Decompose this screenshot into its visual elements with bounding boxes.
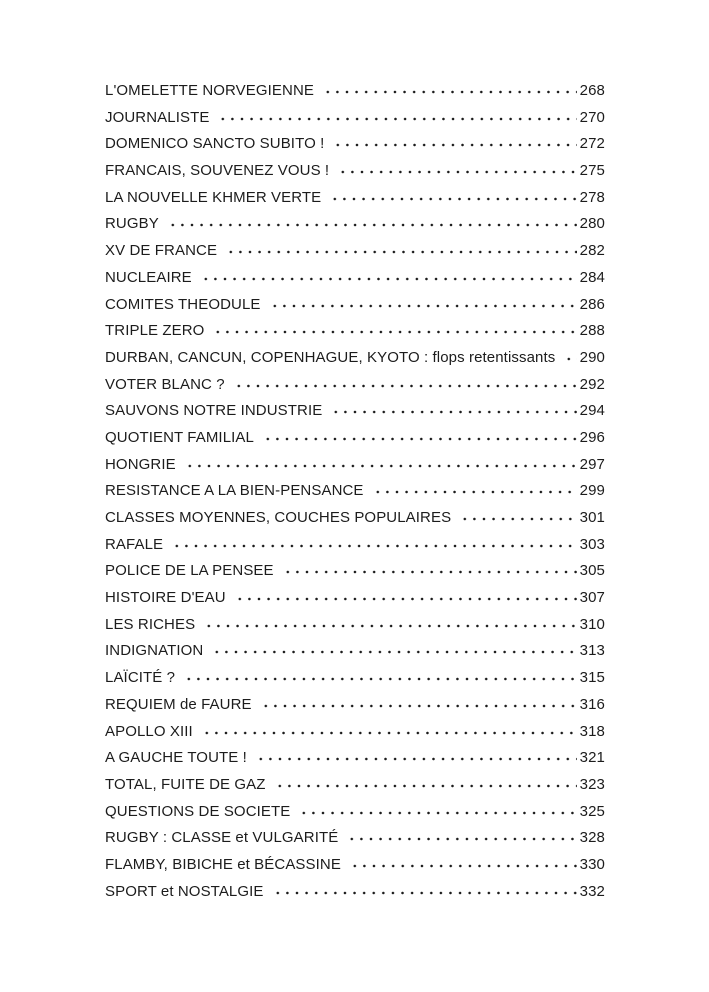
toc-entry-title: RAFALE xyxy=(105,535,164,553)
dot-leader xyxy=(166,215,577,228)
toc-entry-page-number: 270 xyxy=(579,108,605,126)
toc-entry-title: NUCLEAIRE xyxy=(105,268,192,286)
toc-entry xyxy=(105,509,605,536)
dot-leader xyxy=(348,856,577,869)
toc-entry-page-number: 323 xyxy=(579,775,605,793)
dot-leader xyxy=(182,669,577,682)
toc-entry-page-number: 307 xyxy=(579,589,605,607)
toc-entry-title: QUOTIENT FAMILIAL xyxy=(105,428,254,446)
toc-entry xyxy=(105,803,605,830)
toc-entry-title: TRIPLE ZERO xyxy=(105,322,205,340)
toc-entry xyxy=(105,883,605,910)
toc-entry-page-number: 330 xyxy=(579,855,605,873)
toc-entry xyxy=(105,322,605,349)
toc-entry-page-number: 296 xyxy=(579,428,605,446)
toc-entry-title: DOMENICO SANCTO SUBITO ! xyxy=(105,135,325,153)
toc-entry-page-number: 328 xyxy=(579,829,605,847)
toc-entry xyxy=(105,642,605,669)
toc-entry-title: VOTER BLANC ? xyxy=(105,375,225,393)
dot-leader xyxy=(200,723,577,736)
toc-entry-title: JOURNALISTE xyxy=(105,108,210,126)
toc-entry-title: RUGBY xyxy=(105,215,159,233)
dot-leader xyxy=(345,829,576,842)
toc-entry xyxy=(105,856,605,883)
toc-entry xyxy=(105,562,605,589)
toc-entry xyxy=(105,829,605,856)
dot-leader xyxy=(183,456,577,469)
toc-entry xyxy=(105,589,605,616)
toc-entry-page-number: 280 xyxy=(579,215,605,233)
toc-entry-page-number: 278 xyxy=(579,188,605,206)
toc-entry-page-number: 297 xyxy=(579,455,605,473)
toc-entry-page-number: 316 xyxy=(579,695,605,713)
toc-entry-page-number: 318 xyxy=(579,722,605,740)
toc-entry-title: REQUIEM de FAURE xyxy=(105,695,252,713)
dot-leader xyxy=(261,429,577,442)
toc-entry xyxy=(105,749,605,776)
toc-entry-title: L'OMELETTE NORVEGIENNE xyxy=(105,82,314,99)
toc-entry-page-number: 282 xyxy=(579,242,605,260)
toc-entry xyxy=(105,536,605,563)
toc-entry-page-number: 290 xyxy=(579,348,605,366)
toc-entry-title: HONGRIE xyxy=(105,455,176,473)
toc-entry xyxy=(105,162,605,189)
toc-entry xyxy=(105,723,605,750)
toc-entry-title: APOLLO XIII xyxy=(105,722,193,740)
toc-entry-page-number: 301 xyxy=(579,509,605,526)
toc-entry-page-number: 284 xyxy=(579,268,605,286)
toc-entry-title: RUGBY : CLASSE et VULGARITÉ xyxy=(105,829,339,847)
dot-leader xyxy=(233,589,577,602)
toc-entry-title: HISTOIRE D'EAU xyxy=(105,589,226,607)
dot-leader xyxy=(297,803,576,816)
toc-entry-title: A GAUCHE TOUTE ! xyxy=(105,749,247,767)
toc-entry-title: FRANCAIS, SOUVENEZ VOUS ! xyxy=(105,162,330,180)
toc-entry-page-number: 286 xyxy=(579,295,605,313)
toc-entry-page-number: 310 xyxy=(579,615,605,633)
toc-entry-page-number: 294 xyxy=(579,402,605,420)
toc-entry-page-number: 313 xyxy=(579,642,605,660)
dot-leader xyxy=(281,562,577,575)
dot-leader xyxy=(211,322,576,335)
toc-entry xyxy=(105,296,605,323)
toc-entry xyxy=(105,482,605,509)
toc-entry xyxy=(105,242,605,269)
dot-leader xyxy=(328,189,576,202)
dot-leader xyxy=(259,696,577,709)
dot-leader xyxy=(336,162,576,175)
dot-leader xyxy=(458,509,576,522)
toc-entry xyxy=(105,215,605,242)
toc-entry xyxy=(105,349,605,376)
toc-entry-title: SPORT et NOSTALGIE xyxy=(105,882,264,900)
toc-entry-page-number: 299 xyxy=(579,482,605,500)
toc-entry xyxy=(105,776,605,803)
toc-entry xyxy=(105,82,605,109)
toc-entry-page-number: 332 xyxy=(579,882,605,900)
dot-leader xyxy=(271,883,577,896)
toc-entry xyxy=(105,376,605,403)
toc-entry xyxy=(105,669,605,696)
toc-entry xyxy=(105,429,605,456)
toc-entry-title: LES RICHES xyxy=(105,615,196,633)
toc-entry xyxy=(105,456,605,483)
toc-entry xyxy=(105,402,605,429)
toc-entry-title: XV DE FRANCE xyxy=(105,242,218,260)
toc-entry-page-number: 275 xyxy=(579,162,605,180)
toc-entry-title: INDIGNATION xyxy=(105,642,204,660)
dot-leader xyxy=(232,376,577,389)
dot-leader xyxy=(331,135,576,148)
toc-entry-page-number: 272 xyxy=(579,135,605,153)
toc-entry-page-number: 325 xyxy=(579,802,605,820)
toc-entry-page-number: 303 xyxy=(579,535,605,553)
toc-entry-page-number: 321 xyxy=(579,749,605,767)
toc-entry xyxy=(105,616,605,643)
toc-entry xyxy=(105,269,605,296)
toc-entry-title: COMITES THEODULE xyxy=(105,295,261,313)
toc-entry-title: FLAMBY, BIBICHE et BÉCASSINE xyxy=(105,855,341,873)
toc-entry xyxy=(105,696,605,723)
dot-leader xyxy=(216,109,576,122)
toc-entry-title: RESISTANCE A LA BIEN-PENSANCE xyxy=(105,482,364,500)
dot-leader xyxy=(562,349,576,362)
toc-entry-title: QUESTIONS DE SOCIETE xyxy=(105,802,291,820)
toc-entry xyxy=(105,109,605,136)
dot-leader xyxy=(199,269,577,282)
dot-leader xyxy=(170,536,577,549)
dot-leader xyxy=(210,642,576,655)
toc-entry-page-number: 288 xyxy=(579,322,605,340)
toc-entry-title: TOTAL, FUITE DE GAZ xyxy=(105,775,266,793)
toc-entry-title: POLICE DE LA PENSEE xyxy=(105,562,274,580)
dot-leader xyxy=(371,482,577,495)
toc-entry-page-number: 305 xyxy=(579,562,605,580)
toc-entry xyxy=(105,189,605,216)
toc-entry-title: CLASSES MOYENNES, COUCHES POPULAIRES xyxy=(105,509,452,526)
dot-leader xyxy=(254,749,577,762)
toc-entry-title: LA NOUVELLE KHMER VERTE xyxy=(105,188,322,206)
dot-leader xyxy=(329,402,576,415)
toc-entry-title: DURBAN, CANCUN, COPENHAGUE, KYOTO : flops retentissants xyxy=(105,348,556,366)
toc-entry-title: LAÏCITÉ ? xyxy=(105,669,176,687)
toc-entry-title: SAUVONS NOTRE INDUSTRIE xyxy=(105,402,323,420)
toc-entry-page-number: 292 xyxy=(579,375,605,393)
dot-leader xyxy=(273,776,577,789)
toc-list xyxy=(105,82,605,909)
toc-entry-page-number: 268 xyxy=(579,82,605,99)
dot-leader xyxy=(321,82,577,95)
dot-leader xyxy=(268,296,577,309)
toc-entry-page-number: 315 xyxy=(579,669,605,687)
dot-leader xyxy=(202,616,576,629)
toc-entry xyxy=(105,135,605,162)
dot-leader xyxy=(224,242,577,255)
